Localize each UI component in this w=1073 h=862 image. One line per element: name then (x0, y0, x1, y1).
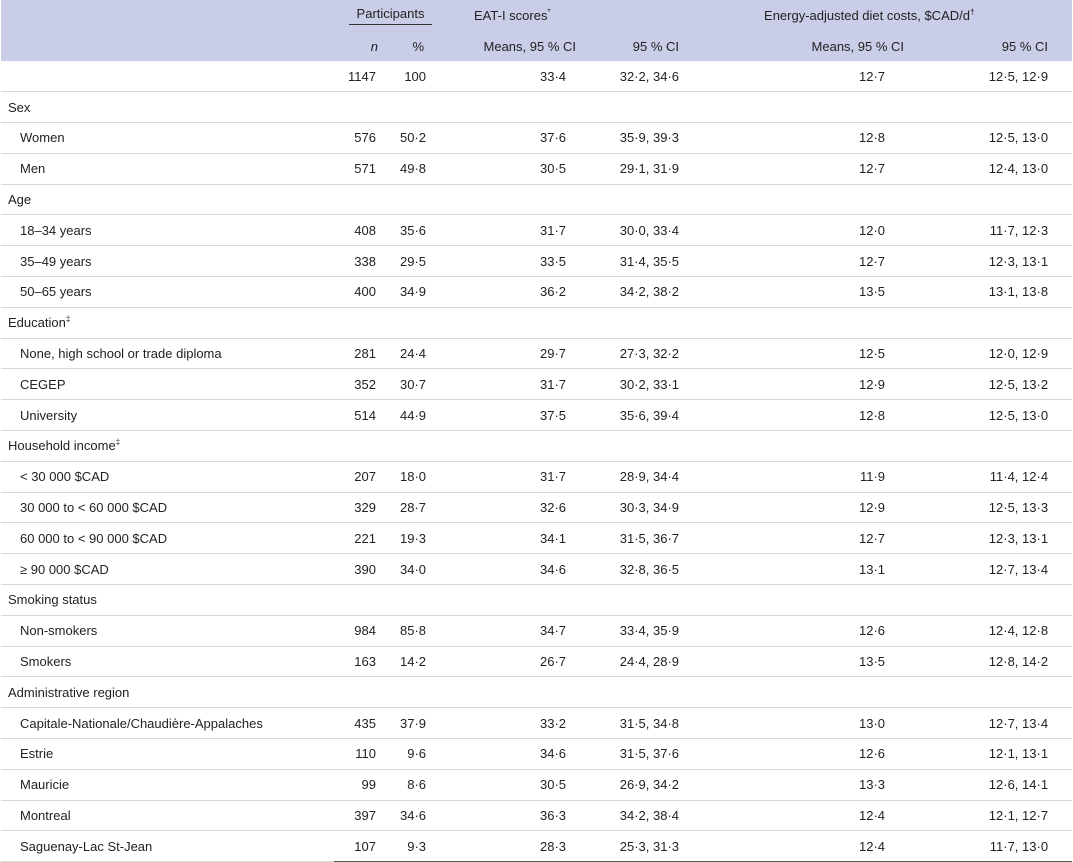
total-eat-ci: 32·2, 34·6 (576, 61, 709, 92)
footnote-mark: ‡ (65, 314, 71, 324)
cell-pct: 30·7 (384, 369, 447, 400)
row-label: CEGEP (1, 369, 334, 400)
cell-cost-ci: 12·5, 13·3 (912, 492, 1072, 523)
cell-eat-mean: 33·2 (447, 708, 576, 739)
cell-n: 329 (334, 492, 384, 523)
section-title (1, 677, 1072, 708)
total-label (1, 61, 334, 92)
section-header-row (1, 92, 1072, 123)
cell-pct: 9·3 (384, 831, 447, 862)
section-title (1, 431, 1072, 462)
cell-cost-mean: 13·1 (709, 554, 912, 585)
cell-pct: 19·3 (384, 523, 447, 554)
table-row (1, 461, 1072, 492)
cell-eat-ci: 31·4, 35·5 (576, 246, 709, 277)
total-row (1, 61, 1072, 92)
cell-eat-mean: 34·6 (447, 554, 576, 585)
row-label: < 30 000 $CAD (1, 461, 334, 492)
cell-pct: 44·9 (384, 400, 447, 431)
section-title (1, 92, 1072, 123)
cell-eat-mean: 37·5 (447, 400, 576, 431)
cell-n: 110 (334, 739, 384, 770)
cell-eat-ci: 35·6, 39·4 (576, 400, 709, 431)
section-header-row (1, 307, 1072, 338)
cell-cost-mean: 13·5 (709, 277, 912, 308)
table-row (1, 615, 1072, 646)
table-row (1, 523, 1072, 554)
cell-pct: 29·5 (384, 246, 447, 277)
cell-eat-ci: 34·2, 38·2 (576, 277, 709, 308)
cell-cost-mean: 12·6 (709, 615, 912, 646)
table-row (1, 554, 1072, 585)
data-table (1, 0, 1072, 862)
cell-cost-ci: 13·1, 13·8 (912, 277, 1072, 308)
cell-eat-mean: 34·6 (447, 739, 576, 770)
row-label: Montreal (1, 800, 334, 831)
table-row (1, 708, 1072, 739)
eat-scores-header: EAT-I scores* (474, 7, 551, 23)
cell-eat-mean: 30·5 (447, 153, 576, 184)
cell-n: 397 (334, 800, 384, 831)
cell-cost-ci: 12·8, 14·2 (912, 646, 1072, 677)
table-row (1, 338, 1072, 369)
cell-n: 408 (334, 215, 384, 246)
cell-cost-mean: 11·9 (709, 461, 912, 492)
diet-costs-header: Energy-adjusted diet costs, $CAD/d† (764, 7, 975, 23)
row-label: ≥ 90 000 $CAD (1, 554, 334, 585)
cell-eat-mean: 32·6 (447, 492, 576, 523)
row-label: Mauricie (1, 769, 334, 800)
section-title-text: Age (8, 192, 32, 208)
footnote-mark: ‡ (115, 438, 121, 448)
cell-eat-ci: 33·4, 35·9 (576, 615, 709, 646)
cell-eat-mean: 34·1 (447, 523, 576, 554)
row-label: 50–65 years (1, 277, 334, 308)
table-row (1, 492, 1072, 523)
cell-cost-ci: 12·0, 12·9 (912, 338, 1072, 369)
cell-n: 99 (334, 769, 384, 800)
cell-eat-ci: 24·4, 28·9 (576, 646, 709, 677)
cell-eat-mean: 34·7 (447, 615, 576, 646)
cell-cost-mean: 12·9 (709, 492, 912, 523)
cell-eat-ci: 30·2, 33·1 (576, 369, 709, 400)
cell-cost-ci: 12·7, 13·4 (912, 554, 1072, 585)
cell-eat-mean: 31·7 (447, 461, 576, 492)
cell-eat-mean: 26·7 (447, 646, 576, 677)
row-label: Smokers (1, 646, 334, 677)
table-header (1, 0, 1072, 61)
cell-cost-ci: 12·5, 13·0 (912, 123, 1072, 154)
table-row (1, 400, 1072, 431)
cell-eat-ci: 34·2, 38·4 (576, 800, 709, 831)
cell-eat-ci: 30·0, 33·4 (576, 215, 709, 246)
row-label: 18–34 years (1, 215, 334, 246)
cost-means-header: Means, 95 % CI (811, 38, 905, 54)
cell-n: 435 (334, 708, 384, 739)
cell-pct: 50·2 (384, 123, 447, 154)
cell-pct: 34·6 (384, 800, 447, 831)
cell-cost-ci: 12·1, 12·7 (912, 800, 1072, 831)
table-row (1, 246, 1072, 277)
row-label: 60 000 to < 90 000 $CAD (1, 523, 334, 554)
cell-eat-ci: 32·8, 36·5 (576, 554, 709, 585)
cell-cost-ci: 12·3, 13·1 (912, 523, 1072, 554)
cell-n: 984 (334, 615, 384, 646)
cell-eat-ci: 25·3, 31·3 (576, 831, 709, 862)
cell-cost-ci: 12·4, 13·0 (912, 153, 1072, 184)
cell-n: 163 (334, 646, 384, 677)
section-header-row (1, 184, 1072, 215)
cell-cost-mean: 12·9 (709, 369, 912, 400)
row-label: Men (1, 153, 334, 184)
cell-n: 400 (334, 277, 384, 308)
cell-eat-ci: 29·1, 31·9 (576, 153, 709, 184)
header-spacer (1, 0, 334, 31)
cell-cost-ci: 12·6, 14·1 (912, 769, 1072, 800)
row-label: Estrie (1, 739, 334, 770)
table-row (1, 739, 1072, 770)
table-row (1, 123, 1072, 154)
table-row (1, 831, 1072, 862)
cell-cost-mean: 13·5 (709, 646, 912, 677)
cell-eat-mean: 33·5 (447, 246, 576, 277)
cell-n: 207 (334, 461, 384, 492)
section-title (1, 184, 1072, 215)
section-title-text: Education (8, 315, 66, 331)
cell-cost-mean: 12·4 (709, 831, 912, 862)
table-row (1, 769, 1072, 800)
table-body (1, 61, 1072, 862)
cell-pct: 9·6 (384, 739, 447, 770)
cell-cost-mean: 12·4 (709, 800, 912, 831)
cell-eat-mean: 28·3 (447, 831, 576, 862)
cell-pct: 34·0 (384, 554, 447, 585)
total-n: 1147 (334, 61, 384, 92)
section-header-row (1, 677, 1072, 708)
cell-pct: 8·6 (384, 769, 447, 800)
cell-n: 221 (334, 523, 384, 554)
total-eat-mean: 33·4 (447, 61, 576, 92)
n-header: n (370, 38, 378, 54)
cell-eat-ci: 27·3, 32·2 (576, 338, 709, 369)
cell-n: 281 (334, 338, 384, 369)
cell-cost-mean: 12·7 (709, 246, 912, 277)
row-label: 30 000 to < 60 000 $CAD (1, 492, 334, 523)
cell-cost-ci: 12·4, 12·8 (912, 615, 1072, 646)
table-row (1, 646, 1072, 677)
cell-eat-mean: 29·7 (447, 338, 576, 369)
cell-pct: 14·2 (384, 646, 447, 677)
cell-n: 390 (334, 554, 384, 585)
cell-n: 571 (334, 153, 384, 184)
cell-cost-ci: 12·5, 13·2 (912, 369, 1072, 400)
cell-eat-ci: 31·5, 37·6 (576, 739, 709, 770)
cell-cost-mean: 12·0 (709, 215, 912, 246)
pct-header: % (412, 38, 425, 54)
row-label: Capitale-Nationale/Chaudière-Appalaches (1, 708, 334, 739)
cell-pct: 24·4 (384, 338, 447, 369)
cell-eat-mean: 30·5 (447, 769, 576, 800)
table-row (1, 153, 1072, 184)
section-title-text: Smoking status (8, 592, 97, 608)
eat-means-header: Means, 95 % CI (483, 38, 577, 54)
row-label: Women (1, 123, 334, 154)
section-title-text: Household income (8, 438, 116, 454)
section-title (1, 585, 1072, 616)
row-label: 35–49 years (1, 246, 334, 277)
cell-eat-ci: 31·5, 34·8 (576, 708, 709, 739)
cell-cost-ci: 11·7, 12·3 (912, 215, 1072, 246)
section-header-row (1, 585, 1072, 616)
table-row (1, 800, 1072, 831)
cell-pct: 49·8 (384, 153, 447, 184)
row-label: University (1, 400, 334, 431)
cell-cost-mean: 12·5 (709, 338, 912, 369)
cell-n: 352 (334, 369, 384, 400)
cell-eat-ci: 31·5, 36·7 (576, 523, 709, 554)
cell-cost-mean: 12·8 (709, 400, 912, 431)
cell-eat-ci: 30·3, 34·9 (576, 492, 709, 523)
cell-cost-ci: 12·1, 13·1 (912, 739, 1072, 770)
cell-pct: 85·8 (384, 615, 447, 646)
cell-cost-mean: 12·6 (709, 739, 912, 770)
section-title-text: Sex (8, 99, 31, 115)
total-pct: 100 (384, 61, 447, 92)
cell-cost-mean: 13·3 (709, 769, 912, 800)
cell-cost-ci: 12·5, 13·0 (912, 400, 1072, 431)
table-row (1, 215, 1072, 246)
row-label: Saguenay-Lac St-Jean (1, 831, 334, 862)
cell-pct: 18·0 (384, 461, 447, 492)
cell-n: 338 (334, 246, 384, 277)
table-row (1, 369, 1072, 400)
cell-eat-ci: 28·9, 34·4 (576, 461, 709, 492)
cell-pct: 28·7 (384, 492, 447, 523)
cell-eat-ci: 35·9, 39·3 (576, 123, 709, 154)
cell-cost-ci: 12·7, 13·4 (912, 708, 1072, 739)
cell-cost-ci: 12·3, 13·1 (912, 246, 1072, 277)
participants-header: Participants (334, 0, 447, 31)
cell-cost-mean: 13·0 (709, 708, 912, 739)
cell-eat-mean: 31·7 (447, 369, 576, 400)
cell-pct: 34·9 (384, 277, 447, 308)
section-header-row (1, 431, 1072, 462)
cell-cost-ci: 11·4, 12·4 (912, 461, 1072, 492)
cell-pct: 35·6 (384, 215, 447, 246)
cost-ci-header: 95 % CI (1001, 38, 1049, 54)
cell-cost-mean: 12·7 (709, 523, 912, 554)
row-label: None, high school or trade diploma (1, 338, 334, 369)
cell-eat-mean: 36·3 (447, 800, 576, 831)
total-cost-mean: 12·7 (709, 61, 912, 92)
section-title-text: Administrative region (8, 684, 130, 700)
cell-eat-mean: 31·7 (447, 215, 576, 246)
cell-eat-mean: 37·6 (447, 123, 576, 154)
cell-n: 107 (334, 831, 384, 862)
cell-n: 514 (334, 400, 384, 431)
table-row (1, 277, 1072, 308)
cell-pct: 37·9 (384, 708, 447, 739)
row-label: Non-smokers (1, 615, 334, 646)
eat-ci-header: 95 % CI (632, 38, 680, 54)
total-cost-ci: 12·5, 12·9 (912, 61, 1072, 92)
cell-cost-mean: 12·7 (709, 153, 912, 184)
cell-cost-ci: 11·7, 13·0 (912, 831, 1072, 862)
cell-eat-ci: 26·9, 34·2 (576, 769, 709, 800)
cell-cost-mean: 12·8 (709, 123, 912, 154)
header-spacer-2 (1, 31, 334, 61)
cell-n: 576 (334, 123, 384, 154)
cell-eat-mean: 36·2 (447, 277, 576, 308)
section-title (1, 307, 1072, 338)
